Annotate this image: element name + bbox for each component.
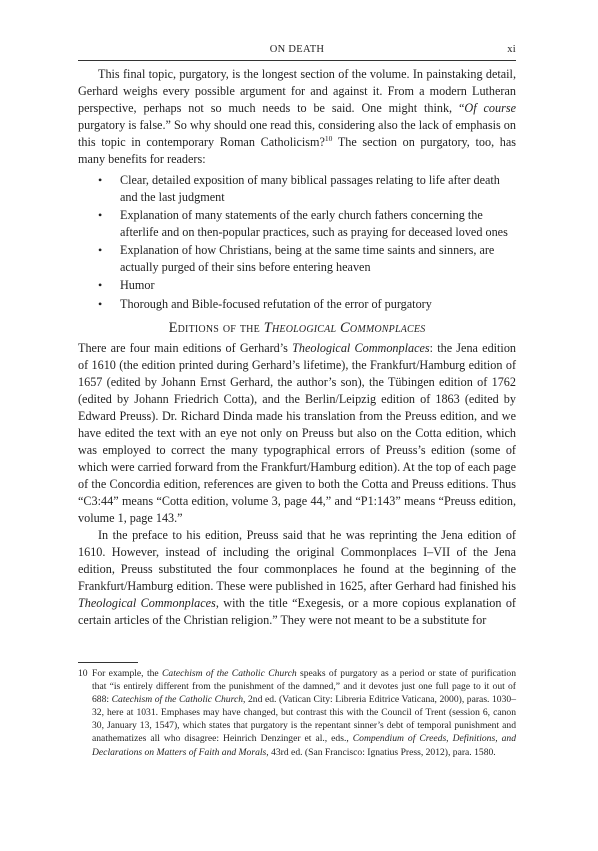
footnote-italic-2: Catechism of the Catholic Church xyxy=(111,694,244,706)
intro-text-3: The section on purgatory, too, has many benefits for readers: xyxy=(78,135,517,166)
list-item-text: Clear, detailed exposition of many biblical passages relating to life after death and the last judgment xyxy=(120,173,500,204)
page-number: xi xyxy=(507,44,516,55)
editions-paragraph-1 xyxy=(78,340,516,527)
editions-text-2: : the Jena edition of 1610 (the edition printed during Gerhard’s lifetime), the Frankfurt/Hamburg edition of 1657 (edited by Johann Ernst Gerhard, the author’s son), the Tübingen edition of 1762 (edited by Johann Friedrich Cotta), and the Berlin/Leipzig edition of 1863 (edited by Edward Preuss). Dr. Richard Dinda made his translation from the Preuss edition, and we have edited the text with an eye not only on Preuss but also on the Cotta edition, which was employed to correct the many typographical errors of Preuss’s edition (some of which were carried forward from the Frankfurt/Hamburg edition). At the top of each page of the Concordia edition, references are given to both the Cotta and Preuss editions. Thus “C3:44” means “Cotta edition, volume 3, page 44,” and “P1:143” means “Preuss edition, volume 1, page 143.” xyxy=(78,341,517,525)
list-item-text: Explanation of how Christians, being at the same time saints and sinners, are actually purged of their sins before entering heaven xyxy=(120,243,495,274)
footnote-reference[interactable]: 10 xyxy=(324,134,333,143)
intro-italic: Of course xyxy=(464,101,517,115)
editions-text-3: In the preface to his edition, Preuss said that he was reprinting the Jena edition of 1610. However, instead of including the original Commonplaces I–VII of the Jena edition, Preuss substituted the four commonplaces he found at the beginning of the Frankfurt/Hamburg edition. These were published in 1625, after Gerhard had finished his xyxy=(78,528,516,593)
bullet-icon: • xyxy=(98,296,103,311)
footnote-rule xyxy=(78,662,138,663)
running-head-title: ON DEATH xyxy=(269,44,325,55)
footnote-text-4: , 43rd ed. (San Francisco: Ignatius Press, 2012), para. 1580. xyxy=(266,746,496,758)
section-heading xyxy=(78,320,516,337)
section-heading-text: Editions of the xyxy=(168,320,264,336)
editions-paragraph-2 xyxy=(78,527,516,629)
section-heading-italic: Theological Commonplaces xyxy=(263,320,426,336)
list-item-text: Thorough and Bible-focused refutation of the error of purgatory xyxy=(120,296,432,311)
footnote-text-2: speaks of purgatory as a period or state of purification that “is entirely different from the punishment of the damned,” and it devotes just one full page to it out of 688: xyxy=(92,668,516,706)
footnote-number: 10 xyxy=(78,668,88,679)
editions-italic-1: Theological Commonplaces xyxy=(292,341,430,355)
bullet-icon: • xyxy=(98,243,103,257)
footnote-italic-3: Compendium of Creeds, Definitions, and Declarations on Matters of Faith and Morals xyxy=(92,733,516,758)
footnote-italic-1: Catechism of the Catholic Church xyxy=(162,668,297,679)
intro-text-2: purgatory is false.” So why should one read this, considering also the lack of emphasis on this topic in contemporary Roman Catholicism? xyxy=(78,118,516,149)
list-item-text: Explanation of many statements of the early church fathers concerning the afterlife and on then-popular practices, such as praying for deceased loved ones xyxy=(120,208,508,239)
editions-italic-2: Theological Commonplaces xyxy=(78,596,216,610)
main-text xyxy=(78,66,516,629)
editions-text-1: There are four main editions of Gerhard’s xyxy=(78,341,293,355)
list-item xyxy=(78,172,516,205)
bullet-icon: • xyxy=(98,208,103,222)
bullet-icon: • xyxy=(98,173,103,187)
bullet-icon: • xyxy=(98,278,103,292)
list-item-text: Humor xyxy=(120,278,155,292)
editions-text-4: , with the title “Exegesis, or a more copious explanation of certain articles of the Christian religion.” They were not meant to be a substitute for xyxy=(78,596,516,627)
running-head xyxy=(78,44,516,58)
footnote-text xyxy=(92,667,516,759)
footnote xyxy=(78,667,516,759)
running-head-rule xyxy=(78,60,516,61)
intro-paragraph xyxy=(78,66,516,168)
list-item xyxy=(78,242,516,275)
benefits-list xyxy=(78,172,516,312)
list-item xyxy=(78,277,516,294)
list-item xyxy=(78,296,516,313)
intro-text-1: This final topic, purgatory, is the longest section of the volume. In painstaking detail, Gerhard weighs every possible argument for and against it. From a modern Lutheran perspective, perhaps not so much needs to be said. One might think, “ xyxy=(78,67,516,115)
footnote-text-3: , 2nd ed. (Vatican City: Libreria Editrice Vaticana, 2000), paras. 1030–32, here at 1031. Emphases may have changed, but contrast this with the Council of Trent (session 6, canon 30, January 13, 1547), which states that purgatory is the repentant sinner’s debt of temporal punishment and anathematizes all who disagree: Heinrich Denzinger et al., eds., xyxy=(92,694,516,745)
footnote-text-1: For example, the xyxy=(92,668,163,679)
list-item xyxy=(78,207,516,240)
